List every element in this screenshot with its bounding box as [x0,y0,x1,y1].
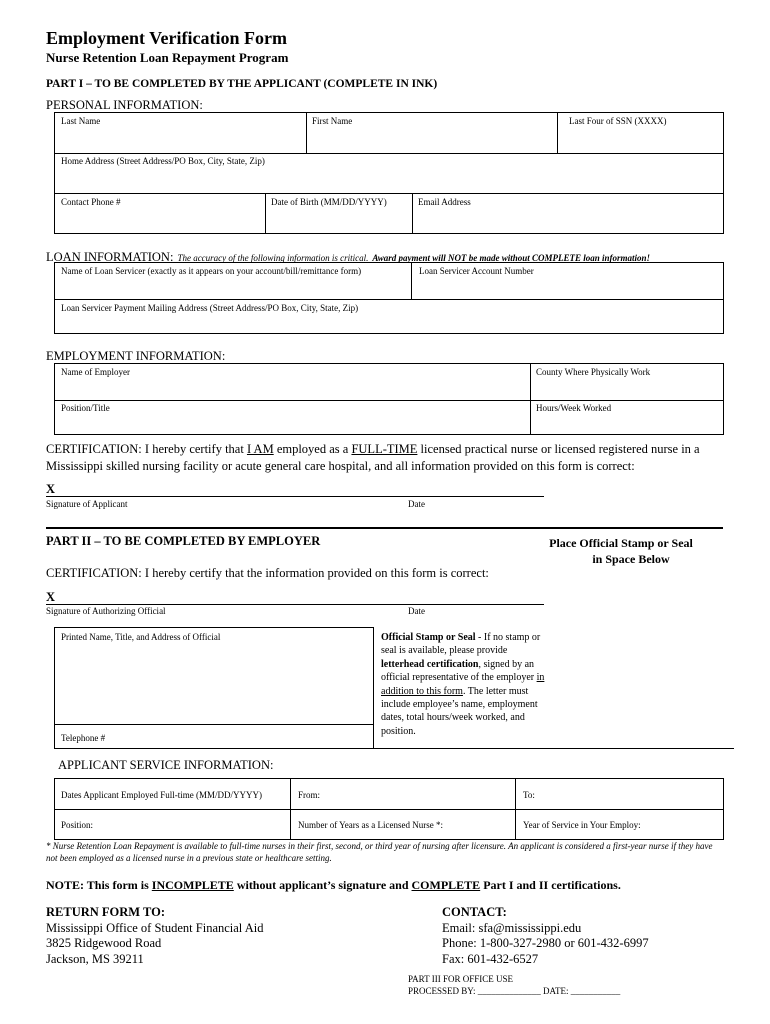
loan-info-table [54,262,724,334]
employer-certification: CERTIFICATION: I hereby certify that the information provided on this form is correct: [46,566,489,580]
personal-info-table [54,112,724,234]
return-heading: RETURN FORM TO: [46,905,165,919]
year-of-service-field[interactable]: Year of Service in Your Employ: [523,820,641,830]
stamp-instructions: Official Stamp or Seal - If no stamp or seal is available, please provide letterhead certification, signed by an official representative of the employer in addition to this form. The letter must include employee’s name, employment dates, total hours/week worked, and position. [381,632,545,737]
return-line-2: 3825 Ridgewood Road [46,936,162,950]
applicant-certification: CERTIFICATION: I hereby certify that I AM employed as a FULL-TIME licensed practical nurse or licensed registered nurse in a Mississippi skilled nursing facility or acute general care hospital, and all information provided on this form is correct: [46,442,700,473]
date-of-birth-field[interactable]: Date of Birth (MM/DD/YYYY) [271,197,387,207]
part2-heading: PART II – TO BE COMPLETED BY EMPLOYER [46,534,321,548]
contact-heading: CONTACT: [442,905,507,919]
ssn-field[interactable]: Last Four of SSN (XXXX) [569,116,667,126]
employer-name-field[interactable]: Name of Employer [61,367,130,377]
applicant-signature-x: X [46,482,56,496]
applicant-signature-label: Signature of Applicant [46,499,128,509]
contact-block [442,905,649,967]
telephone-field[interactable]: Telephone # [61,733,106,743]
last-name-field[interactable]: Last Name [61,116,101,126]
loan-info-warning: Award payment will NOT be made without COMPLETE loan information! [372,253,651,263]
home-address-field[interactable]: Home Address (Street Address/PO Box, City, State, Zip) [61,156,265,166]
loan-servicer-name-field[interactable]: Name of Loan Servicer (exactly as it appears on your account/bill/remittance form) [61,266,362,276]
service-footnote: * Nurse Retention Loan Repayment is available to full-time nurses in their first, second, or third year of nursing after licensure. An applicant is considered a first-year nurse if they have not been employed as a licensed nurse in a previous state or healthcare setting. [46,841,713,863]
hours-week-field[interactable]: Hours/Week Worked [536,403,612,413]
incomplete-note: NOTE: This form is INCOMPLETE without applicant’s signature and COMPLETE Part I and II certifications. [46,878,621,892]
loan-account-number-field[interactable]: Loan Servicer Account Number [419,266,534,276]
contact-phone: Phone: 1-800-327-2980 or 601-432-6997 [442,936,649,950]
applicant-signature-line[interactable] [46,496,544,497]
applicant-date-label: Date [408,499,425,509]
from-date-field[interactable]: From: [298,790,321,800]
office-use-block [408,973,620,997]
service-info-heading: APPLICANT SERVICE INFORMATION: [58,758,274,772]
years-licensed-field[interactable]: Number of Years as a Licensed Nurse *: [298,820,443,830]
contact-email: Email: sfa@mississippi.edu [442,920,582,935]
official-date-label: Date [408,606,425,616]
part1-heading: PART I – TO BE COMPLETED BY THE APPLICANT (COMPLETE IN INK) [46,78,438,90]
personal-info-heading: PERSONAL INFORMATION: [46,98,203,112]
official-signature-line[interactable] [46,604,544,605]
email-address-field[interactable]: Email Address [418,197,471,207]
return-line-3: Jackson, MS 39211 [46,951,144,966]
official-signature-x: X [46,590,56,604]
dates-employed-label: Dates Applicant Employed Full-time (MM/DD/YYYY) [61,790,262,800]
first-name-field[interactable]: First Name [312,116,353,126]
form-title: Employment Verification Form [46,28,287,48]
county-field[interactable]: County Where Physically Work [536,367,651,377]
employment-info-table [54,363,724,435]
form-subtitle: Nurse Retention Loan Repayment Program [46,50,289,65]
part-divider [46,527,723,529]
service-position-field[interactable]: Position: [61,820,94,830]
office-processed-by: PROCESSED BY: ______________ DATE: ___________ [408,986,621,996]
office-use-heading: PART III FOR OFFICE USE [408,974,513,984]
contact-fax: Fax: 601-432-6527 [442,951,539,966]
position-title-field[interactable]: Position/Title [61,403,110,413]
official-signature-label: Signature of Authorizing Official [46,606,166,616]
contact-phone-field[interactable]: Contact Phone # [61,197,121,207]
loan-info-note: The accuracy of the following information is critical. [177,253,369,263]
service-info-table [54,778,724,840]
return-address-block [46,905,263,967]
employment-info-heading: EMPLOYMENT INFORMATION: [46,349,226,363]
stamp-heading: Place Official Stamp or Seal in Space Below [549,536,693,566]
printed-name-field[interactable]: Printed Name, Title, and Address of Official [61,632,221,642]
stamp-area-bottom-line [374,748,734,749]
loan-info-heading: LOAN INFORMATION: [46,250,174,264]
to-date-field[interactable]: To: [523,790,535,800]
return-line-1: Mississippi Office of Student Financial Aid [46,920,264,935]
loan-mailing-address-field[interactable]: Loan Servicer Payment Mailing Address (Street Address/PO Box, City, State, Zip) [61,303,359,313]
official-info-box [54,627,374,749]
